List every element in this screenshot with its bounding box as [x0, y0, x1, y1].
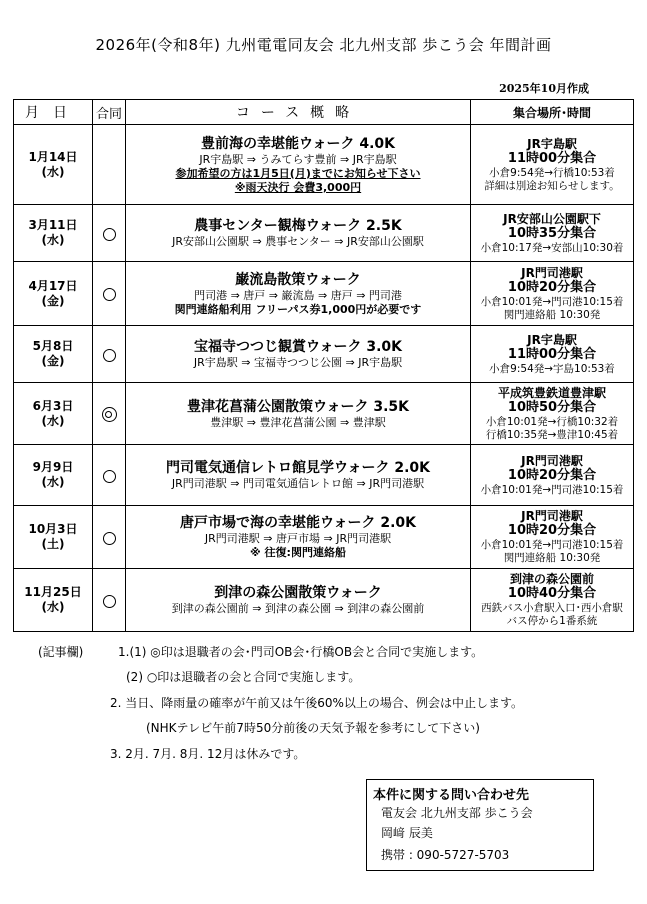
course-name: 到津の森公園散策ウォーク [214, 585, 382, 601]
table-header-row [14, 100, 634, 125]
joint-cell [93, 569, 126, 632]
course-route: 豊津駅 ⇒ 豊津花菖蒲公園 ⇒ 豊津駅 [210, 415, 386, 429]
meeting-place: JR門司港駅 [521, 453, 583, 468]
circle-mark-icon [103, 288, 116, 301]
weekday-text: (水) [41, 164, 65, 179]
double-circle-mark-icon [102, 407, 117, 422]
weekday-text: (水) [41, 413, 65, 428]
date-text: 10月3日 [28, 522, 78, 536]
joint-cell [93, 445, 126, 506]
train-info: 小倉9:54発→宇島10:53着 [489, 362, 615, 375]
course-cell [126, 506, 471, 569]
course-note: ※ 往復:関門連絡船 [250, 546, 346, 559]
course-note: 関門連絡船利用 フリーパス券1,000円が必要です [174, 302, 422, 316]
date-cell [14, 569, 93, 632]
meeting-time: 10時35分集合 [507, 225, 597, 241]
course-route: JR門司港駅 ⇒ 唐戸市場 ⇒ JR門司港駅 [204, 532, 392, 545]
header-place: 集合場所･時間 [471, 100, 634, 125]
circle-mark-icon [103, 532, 116, 545]
date-text: 3月11日 [28, 218, 78, 232]
course-name: 門司電気通信レトロ館見学ウォーク 2.0K [166, 460, 430, 476]
course-name: 豊津花菖蒲公園散策ウォーク 3.5K [187, 398, 409, 415]
date-cell [14, 326, 93, 383]
train-info-2: 関門連絡船 10:30発 [503, 308, 601, 321]
train-info: 小倉10:01発→門司港10:15着 [480, 483, 624, 496]
circle-mark-icon [103, 595, 116, 608]
meeting-time: 11時00分集合 [507, 346, 597, 362]
joint-cell [93, 383, 126, 445]
place-cell [471, 326, 634, 383]
course-note: 参加希望の方は1月5日(月)までにお知らせ下さい [175, 166, 421, 180]
weekday-text: (水) [41, 233, 65, 247]
notes-label: (記事欄) [38, 645, 84, 659]
place-cell [471, 383, 634, 445]
weekday-text: (土) [41, 537, 65, 551]
circle-mark-icon [103, 470, 116, 483]
note-3: 3. 2月. 7月. 8月. 12月は休みです。 [110, 747, 306, 761]
date-text: 4月17日 [28, 278, 78, 293]
meeting-place: 到津の森公園前 [509, 572, 594, 586]
train-info: 西鉄バス小倉駅入口･西小倉駅 [481, 602, 623, 614]
place-cell [471, 125, 634, 205]
circle-mark-icon [103, 349, 116, 362]
course-route: JR宇島駅 ⇒ うみてらす豊前 ⇒ JR宇島駅 [199, 152, 397, 166]
header-joint: 合同 [93, 100, 126, 125]
course-cell [126, 569, 471, 632]
meeting-time: 11時00分集合 [507, 150, 597, 166]
note-2b: (NHKテレビ午前7時50分前後の天気予報を参考にして下さい) [146, 721, 480, 735]
table-row [14, 205, 634, 262]
meeting-time: 10時20分集合 [507, 279, 597, 295]
contact-phone: 携帯 : 090-5727-5703 [381, 848, 510, 862]
weekday-text: (金) [41, 293, 65, 308]
place-cell [471, 506, 634, 569]
course-name: 巌流島散策ウォーク [235, 271, 361, 288]
meeting-place: JR宇島駅 [527, 136, 577, 151]
train-info: 小倉10:01発→行橋10:32着 [485, 415, 619, 428]
course-route: 門司港 ⇒ 唐戸 ⇒ 巌流島 ⇒ 唐戸 ⇒ 門司港 [194, 288, 402, 302]
date-text: 11月25日 [24, 585, 82, 599]
course-cell [126, 326, 471, 383]
train-info-2: 行橋10:35発→豊津10:45着 [485, 428, 619, 441]
joint-cell [93, 205, 126, 262]
contact-org: 電友会 北九州支部 歩こう会 [381, 806, 533, 820]
place-cell [471, 445, 634, 506]
train-info: 小倉10:01発→門司港10:15着 [480, 295, 624, 308]
joint-cell [93, 125, 126, 205]
date-text: 5月8日 [32, 339, 74, 353]
date-cell [14, 506, 93, 569]
date-cell [14, 205, 93, 262]
contact-box [366, 779, 594, 871]
train-info-2: バス停から1番系統 [506, 615, 598, 627]
course-route: JR門司港駅 ⇒ 門司電気通信レトロ館 ⇒ JR門司港駅 [171, 477, 425, 490]
course-name: 唐戸市場で海の幸堪能ウォーク 2.0K [180, 515, 416, 531]
date-cell [14, 445, 93, 506]
header-course: コース概略 [126, 100, 471, 125]
course-route: JR宇島駅 ⇒ 宝福寺つつじ公園 ⇒ JR宇島駅 [193, 356, 403, 369]
train-info-2: 詳細は別途お知らせします。 [484, 179, 620, 192]
table-row [14, 326, 634, 383]
joint-cell [93, 262, 126, 326]
table-row [14, 262, 634, 326]
meeting-place: JR宇島駅 [527, 332, 577, 347]
meeting-place: JR門司港駅 [521, 265, 583, 280]
joint-cell [93, 326, 126, 383]
meeting-place: JR安部山公園駅下 [503, 211, 601, 226]
meeting-place: 平成筑豊鉄道豊津駅 [497, 385, 606, 400]
weekday-text: (金) [41, 354, 65, 368]
page-title: 2026年(令和8年) 九州電電同友会 北九州支部 歩こう会 年間計画 [95, 36, 552, 54]
date-text: 1月14日 [28, 149, 78, 164]
note-1b: (2) ○印は退職者の会と合同で実施します。 [126, 670, 361, 684]
note-2a: 2. 当日、降雨量の確率が午前又は午後60%以上の場合、例会は中止します。 [110, 696, 523, 710]
date-text: 9月9日 [32, 460, 74, 474]
table-row [14, 569, 634, 632]
course-name: 宝福寺つつじ観賞ウォーク 3.0K [194, 339, 402, 355]
date-cell [14, 125, 93, 205]
course-route: JR安部山公園駅 ⇒ 農事センター ⇒ JR安部山公園駅 [172, 235, 424, 248]
weekday-text: (水) [41, 600, 65, 614]
table-row [14, 506, 634, 569]
meeting-time: 10時40分集合 [507, 586, 597, 601]
contact-person: 岡﨑 辰美 [381, 826, 433, 840]
contact-title: 本件に関する問い合わせ先 [373, 788, 530, 803]
course-cell [126, 205, 471, 262]
course-cell [126, 383, 471, 445]
meeting-time: 10時20分集合 [507, 467, 597, 483]
created-date: 2025年10月作成 [499, 82, 589, 95]
note-1a: 1.(1) ◎印は退職者の会･門司OB会･行橋OB会と合同で実施します。 [118, 645, 484, 659]
place-cell [471, 569, 634, 632]
meeting-time: 10時20分集合 [507, 523, 597, 538]
circle-mark-icon [103, 228, 116, 241]
joint-cell [93, 506, 126, 569]
table-row [14, 125, 634, 205]
meeting-time: 10時50分集合 [507, 399, 597, 415]
schedule-table [13, 99, 634, 632]
course-note-2: ※雨天決行 会費3,000円 [234, 180, 362, 194]
table-row [14, 445, 634, 506]
weekday-text: (水) [41, 475, 65, 489]
course-cell [126, 262, 471, 326]
course-route: 到津の森公園前 ⇒ 到津の森公園 ⇒ 到津の森公園前 [171, 602, 425, 615]
date-cell [14, 262, 93, 326]
date-text: 6月3日 [32, 398, 74, 413]
date-cell [14, 383, 93, 445]
course-name: 農事センター観梅ウォーク 2.5K [194, 218, 402, 234]
course-cell [126, 125, 471, 205]
course-cell [126, 445, 471, 506]
table-row [14, 383, 634, 445]
meeting-place: JR門司港駅 [521, 509, 583, 523]
train-info: 小倉9:54発→行橋10:53着 [489, 166, 615, 179]
place-cell [471, 262, 634, 326]
train-info: 小倉10:17発→安部山10:30着 [480, 241, 624, 254]
header-date: 月日 [14, 100, 93, 125]
course-name: 豊前海の幸堪能ウォーク 4.0K [201, 135, 395, 152]
place-cell [471, 205, 634, 262]
train-info: 小倉10:01発→門司港10:15着 [480, 539, 624, 551]
train-info-2: 関門連絡船 10:30発 [503, 552, 601, 564]
